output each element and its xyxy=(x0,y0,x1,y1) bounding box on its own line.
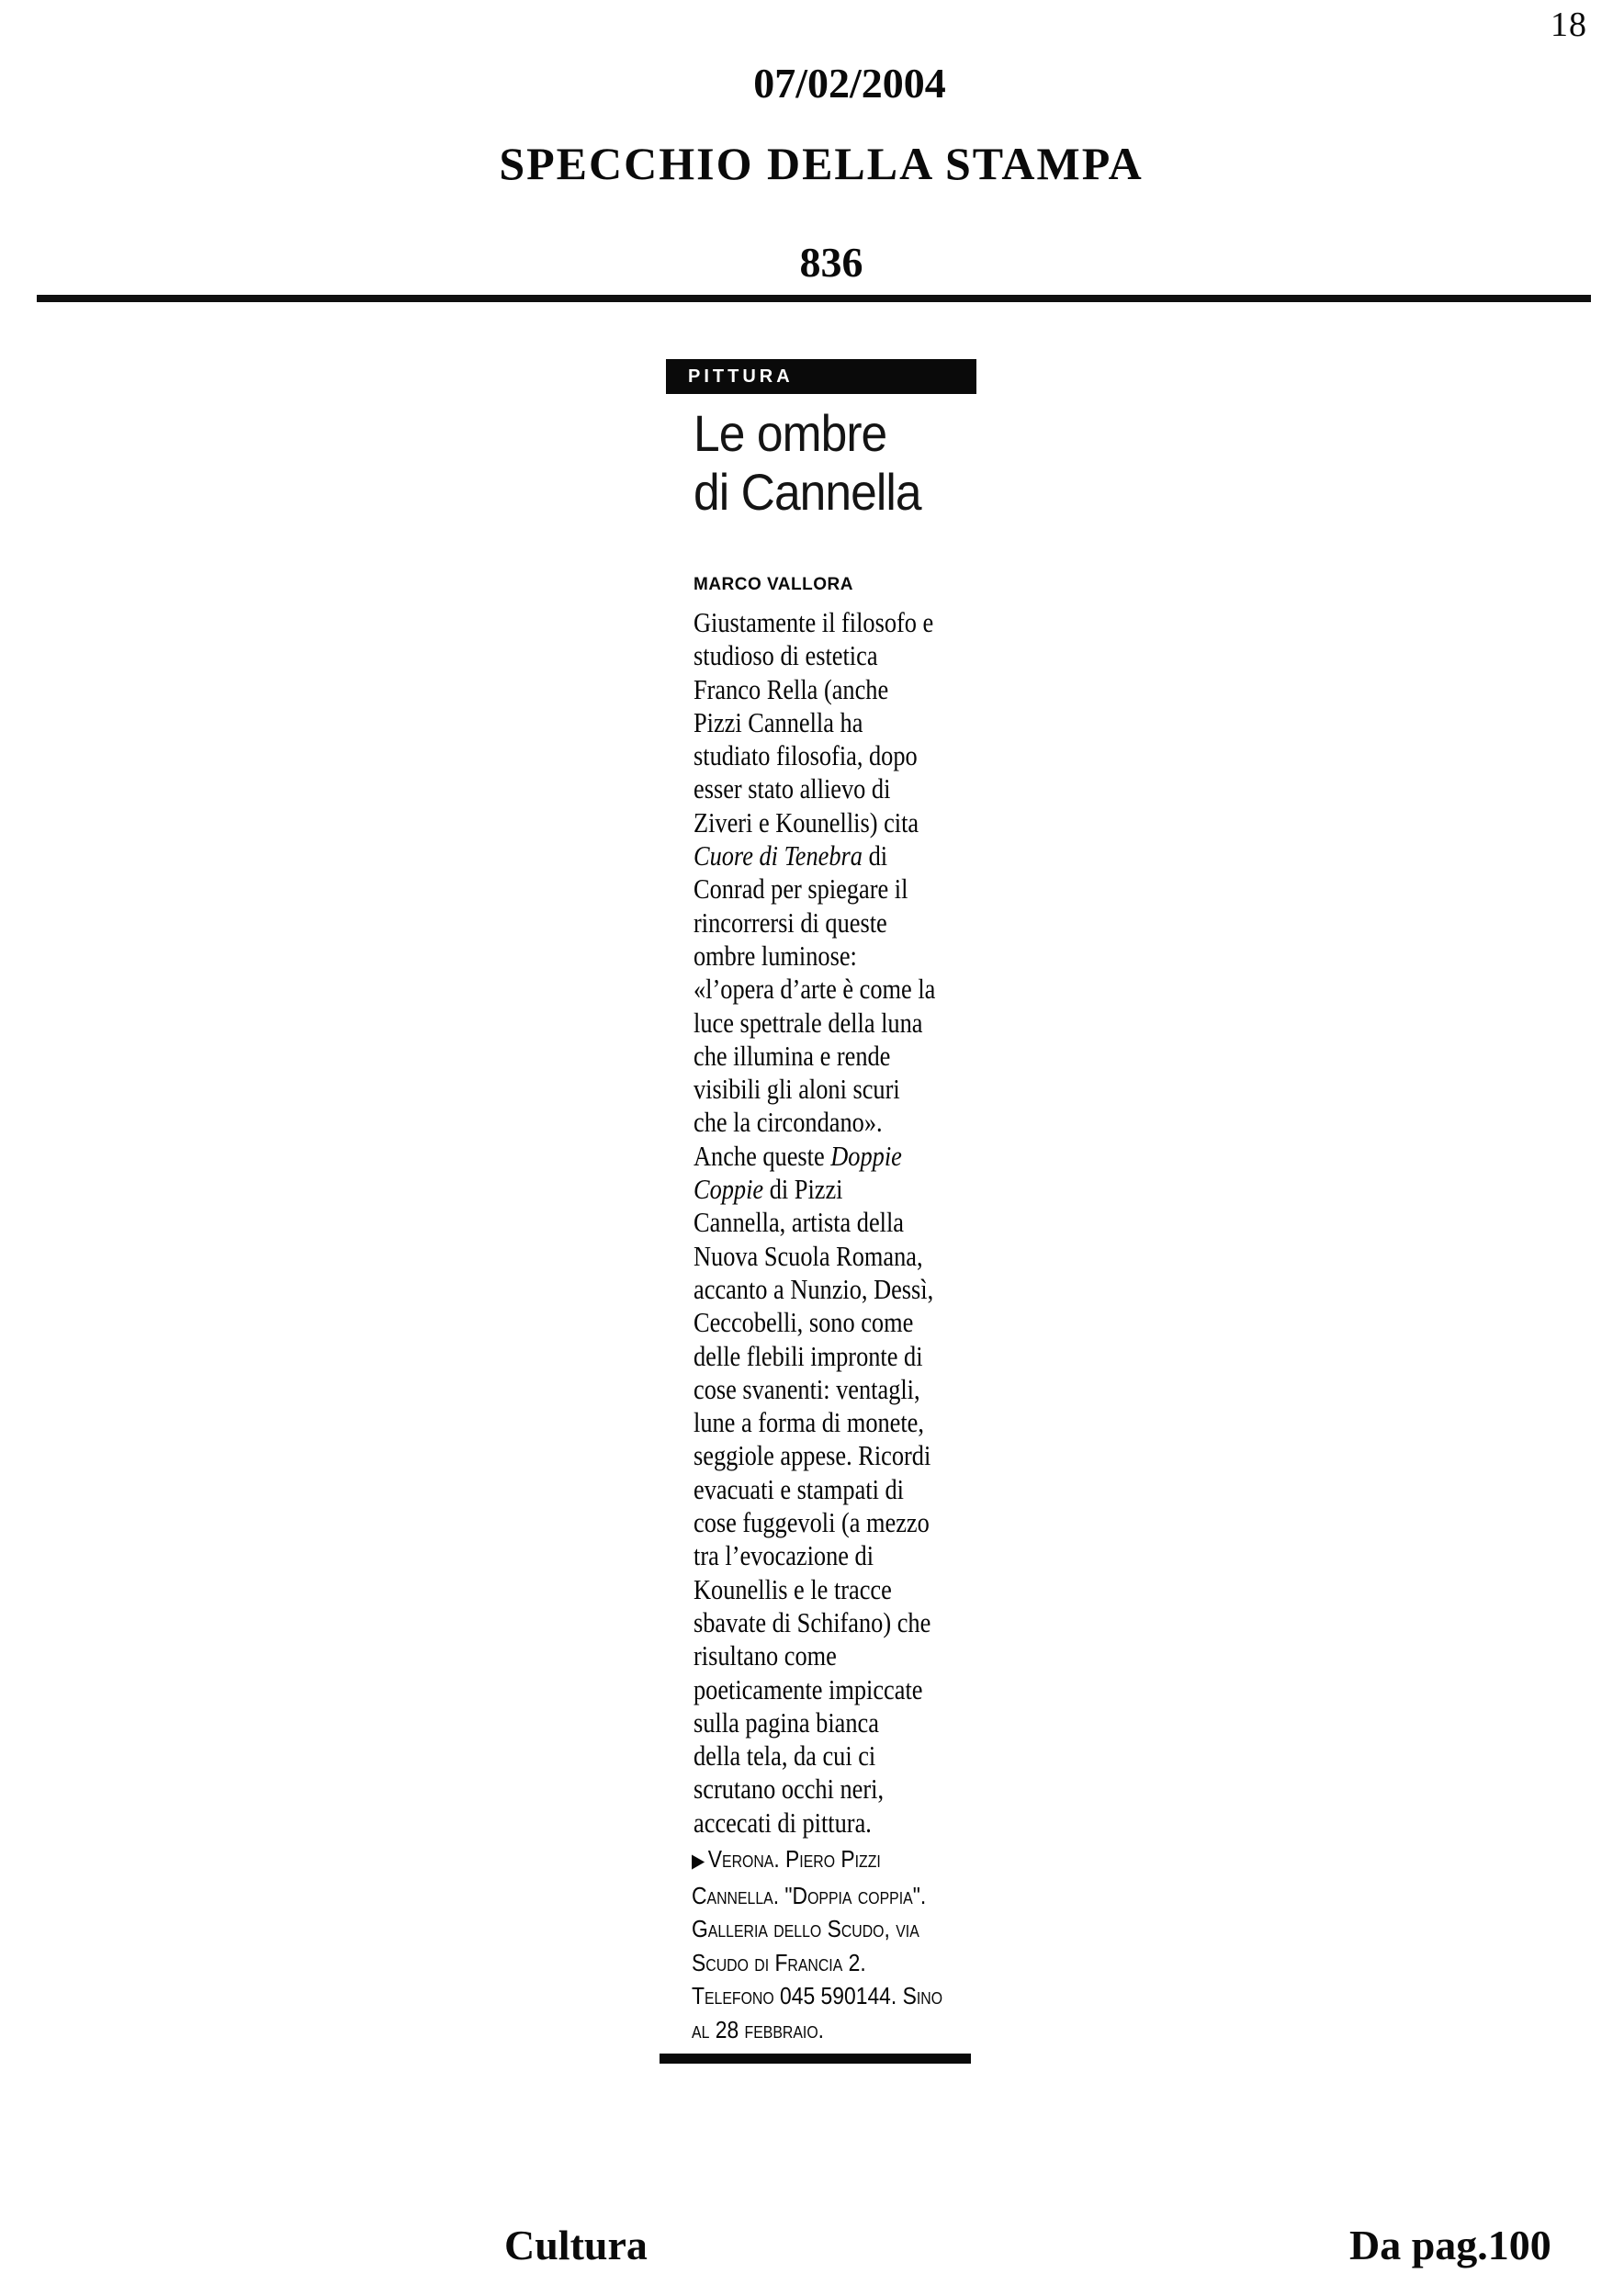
exhibition-listing xyxy=(692,1842,976,2047)
text-segment: Ceccobelli, sono come xyxy=(694,1306,914,1339)
text-line xyxy=(694,1739,928,1773)
issue-number: 836 xyxy=(799,239,863,286)
text-line xyxy=(694,1040,928,1073)
footer-section-label: Cultura xyxy=(504,2222,648,2268)
text-line xyxy=(694,1106,928,1139)
listing-arrow-icon: ▶ xyxy=(692,1851,705,1872)
text-line xyxy=(694,1506,928,1539)
text-segment: esser stato allievo di xyxy=(694,772,891,805)
text-segment: che illumina e rende xyxy=(694,1039,891,1072)
headline-line-2: di Cannella xyxy=(694,463,921,521)
text-line xyxy=(692,1946,942,1980)
text-line xyxy=(694,1673,928,1706)
text-line xyxy=(694,973,936,1006)
text-segment: poeticamente impiccate xyxy=(694,1672,923,1705)
text-line xyxy=(694,1206,928,1239)
text-line xyxy=(694,1340,928,1373)
text-segment: della tela, da cui ci xyxy=(694,1739,876,1773)
text-line xyxy=(692,1979,942,2013)
text-line xyxy=(694,1806,928,1840)
text-segment: Telefono 045 590144. Sino xyxy=(692,1982,943,2010)
text-line xyxy=(694,940,928,973)
text-line xyxy=(694,1773,928,1806)
text-segment: di xyxy=(862,839,888,872)
text-segment: Cannella. "Doppia coppia". xyxy=(692,1881,927,1909)
text-line xyxy=(694,772,928,805)
text-segment: cose fuggevoli (a mezzo xyxy=(694,1506,930,1539)
text-segment: delle flebili impronte di xyxy=(694,1339,923,1372)
text-segment: accanto a Nunzio, Dessì, xyxy=(694,1272,934,1305)
text-segment: tra l’evocazione di xyxy=(694,1539,874,1572)
text-segment: Doppie xyxy=(830,1139,902,1172)
text-line xyxy=(694,1706,928,1739)
text-segment: Cuore di Tenebra xyxy=(694,839,863,872)
text-segment: scrutano occhi neri, xyxy=(694,1773,885,1806)
text-segment: di Pizzi xyxy=(763,1173,843,1206)
text-line xyxy=(694,1373,928,1406)
text-segment: Franco Rella (anche xyxy=(694,672,889,705)
text-line xyxy=(692,1842,942,1879)
text-segment: Coppie xyxy=(694,1173,764,1206)
text-segment: Nuova Scuola Romana, xyxy=(694,1239,923,1272)
text-line xyxy=(694,806,928,839)
text-segment: cose svanenti: ventagli, xyxy=(694,1372,920,1405)
text-segment: rincorrersi di queste xyxy=(694,906,887,939)
text-line xyxy=(694,706,928,739)
text-segment: Cannella, artista della xyxy=(694,1206,905,1239)
text-line xyxy=(694,1639,928,1672)
article-body xyxy=(694,606,969,1840)
section-kicker-label: PITTURA xyxy=(688,366,794,387)
text-segment: Anche queste xyxy=(694,1139,831,1172)
text-line xyxy=(694,1406,928,1439)
clipping-date: 07/02/2004 xyxy=(753,60,946,107)
page-number: 18 xyxy=(1551,6,1587,44)
masthead-title: SPECCHIO DELLA STAMPA xyxy=(499,138,1144,189)
article-byline: MARCO VALLORA xyxy=(694,575,853,594)
text-segment: sbavate di Schifano) che xyxy=(694,1605,931,1638)
text-segment: Scudo di Francia 2. xyxy=(692,1948,866,1976)
text-segment: al 28 febbraio. xyxy=(692,2015,825,2043)
article-end-rule xyxy=(660,2054,971,2064)
text-line xyxy=(694,1605,931,1639)
text-segment: Pizzi Cannella ha xyxy=(694,705,863,738)
text-segment: Verona. Piero Pizzi xyxy=(707,1845,881,1873)
text-segment: Kounellis e le tracce xyxy=(694,1572,892,1605)
text-line xyxy=(694,1173,928,1206)
headline-line-1: Le ombre xyxy=(694,404,887,462)
text-segment: visibili gli aloni scuri xyxy=(694,1073,900,1106)
section-kicker xyxy=(666,359,976,394)
text-segment: ombre luminose: xyxy=(694,939,857,972)
text-segment: «l’opera d’arte è come la xyxy=(694,973,936,1006)
text-segment: Ziveri e Kounellis) cita xyxy=(694,805,919,838)
text-line xyxy=(694,1539,928,1572)
text-line xyxy=(692,2013,942,2047)
text-segment: studiato filosofia, dopo xyxy=(694,739,918,772)
text-segment: Galleria dello Scudo, via xyxy=(692,1915,919,1943)
text-segment: luce spettrale della luna xyxy=(694,1006,923,1039)
text-segment: accecati di pittura. xyxy=(694,1806,872,1839)
text-segment: studioso di estetica xyxy=(694,639,878,672)
text-line xyxy=(692,1912,942,1946)
text-line xyxy=(694,739,928,772)
text-segment: sulla pagina bianca xyxy=(694,1705,879,1739)
text-line xyxy=(694,1140,928,1173)
text-line xyxy=(694,639,928,672)
text-line xyxy=(692,1879,942,1913)
text-line xyxy=(694,1073,928,1106)
footer-page-ref: Da pag.100 xyxy=(1349,2222,1551,2268)
text-segment: Giustamente il filosofo e xyxy=(694,606,934,638)
text-line xyxy=(694,839,928,872)
text-line xyxy=(694,1240,928,1273)
text-segment: evacuati e stampati di xyxy=(694,1472,905,1505)
text-line xyxy=(694,1473,928,1506)
text-line xyxy=(694,673,928,706)
text-segment: lune a forma di monete, xyxy=(694,1406,924,1439)
article-headline xyxy=(694,404,941,522)
text-segment: risultano come xyxy=(694,1639,837,1672)
text-segment: Conrad per spiegare il xyxy=(694,872,908,906)
text-line xyxy=(694,1439,931,1472)
header-rule xyxy=(37,295,1591,302)
text-line xyxy=(694,1306,928,1339)
text-line xyxy=(694,1272,934,1306)
text-line xyxy=(694,1007,928,1040)
text-line xyxy=(694,906,928,940)
text-line xyxy=(694,1573,928,1606)
text-segment: seggiole appese. Ricordi xyxy=(694,1439,931,1472)
text-segment: che la circondano». xyxy=(694,1106,883,1139)
text-line xyxy=(694,606,934,639)
text-line xyxy=(694,872,928,906)
